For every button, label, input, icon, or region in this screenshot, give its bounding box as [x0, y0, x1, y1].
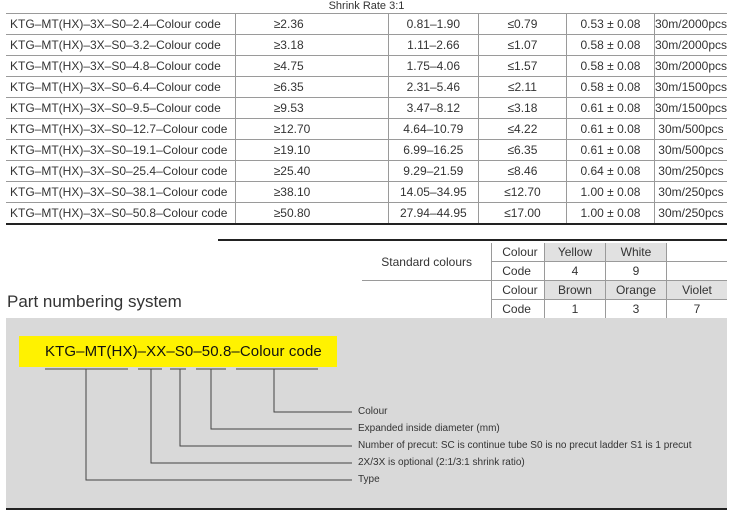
wall-thickness-cell: 0.61 ± 0.08 [566, 140, 654, 161]
part-number-cell: KTG–MT(HX)–3X–S0–38.1–Colour code [6, 182, 235, 203]
standard-colours-label: Standard colours [362, 243, 492, 281]
wall-thickness-cell: 0.58 ± 0.08 [566, 56, 654, 77]
bottom-rule [6, 508, 727, 510]
recovered-max-cell: ≤1.57 [478, 56, 566, 77]
colour-label: Colour [492, 281, 545, 300]
legend-colour: Colour [358, 406, 388, 417]
range-cell: 0.81–1.90 [388, 14, 478, 35]
part-numbering-title: Part numbering system [7, 292, 182, 311]
recovered-min-cell: ≥6.35 [235, 77, 388, 98]
packing-cell: 30m/1500pcs [654, 98, 727, 119]
recovered-min-cell: ≥4.75 [235, 56, 388, 77]
packing-cell: 30m/1500pcs [654, 77, 727, 98]
range-cell: 27.94–44.95 [388, 203, 478, 225]
range-cell: 2.31–5.46 [388, 77, 478, 98]
range-cell: 1.75–4.06 [388, 56, 478, 77]
packing-cell: 30m/2000pcs [654, 56, 727, 77]
recovered-min-cell: ≥12.70 [235, 119, 388, 140]
colour-cell: Violet [666, 281, 727, 300]
colour-cell: White [605, 243, 666, 262]
code-part-colour: –Colour code [231, 343, 322, 360]
part-number-cell: KTG–MT(HX)–3X–S0–6.4–Colour code [6, 77, 235, 98]
leader-ratio [151, 369, 352, 463]
code-part-dash: – [193, 343, 202, 360]
leader-diameter [211, 369, 352, 429]
code-part-precut: S0 [174, 343, 194, 360]
packing-cell: 30m/2000pcs [654, 14, 727, 35]
leader-precut [180, 369, 352, 446]
recovered-min-cell: ≥19.10 [235, 140, 388, 161]
wall-thickness-cell: 0.58 ± 0.08 [566, 77, 654, 98]
wall-thickness-cell: 1.00 ± 0.08 [566, 203, 654, 225]
packing-cell: 30m/250pcs [654, 161, 727, 182]
wall-thickness-cell: 0.64 ± 0.08 [566, 161, 654, 182]
code-label: Code [492, 300, 545, 319]
recovered-max-cell: ≤4.22 [478, 119, 566, 140]
recovered-max-cell: ≤3.18 [478, 98, 566, 119]
packing-cell: 30m/250pcs [654, 203, 727, 225]
code-part-type: KTG–MT(HX)– [45, 343, 147, 360]
wall-thickness-cell: 0.53 ± 0.08 [566, 14, 654, 35]
part-number-cell: KTG–MT(HX)–3X–S0–19.1–Colour code [6, 140, 235, 161]
part-number-cell: KTG–MT(HX)–3X–S0–9.5–Colour code [6, 98, 235, 119]
recovered-min-cell: ≥38.10 [235, 182, 388, 203]
code-label: Code [492, 262, 545, 281]
range-cell: 4.64–10.79 [388, 119, 478, 140]
packing-cell: 30m/250pcs [654, 182, 727, 203]
part-number-cell: KTG–MT(HX)–3X–S0–4.8–Colour code [6, 56, 235, 77]
code-cell: 4 [544, 262, 605, 281]
part-number-cell: KTG–MT(HX)–3X–S0–25.4–Colour code [6, 161, 235, 182]
part-number-cell: KTG–MT(HX)–3X–S0–2.4–Colour code [6, 14, 235, 35]
part-number-cell: KTG–MT(HX)–3X–S0–12.7–Colour code [6, 119, 235, 140]
range-cell: 9.29–21.59 [388, 161, 478, 182]
range-cell: 14.05–34.95 [388, 182, 478, 203]
recovered-min-cell: ≥50.80 [235, 203, 388, 225]
range-cell: 6.99–16.25 [388, 140, 478, 161]
colour-cell: Orange [605, 281, 666, 300]
part-number-cell: KTG–MT(HX)–3X–S0–3.2–Colour code [6, 35, 235, 56]
legend-type: Type [358, 474, 380, 485]
legend-diameter: Expanded inside diameter (mm) [358, 423, 500, 434]
wall-thickness-cell: 0.61 ± 0.08 [566, 119, 654, 140]
recovered-max-cell: ≤0.79 [478, 14, 566, 35]
colour-label: Colour [492, 243, 545, 262]
recovered-max-cell: ≤8.46 [478, 161, 566, 182]
recovered-max-cell: ≤6.35 [478, 140, 566, 161]
wall-thickness-cell: 0.61 ± 0.08 [566, 98, 654, 119]
recovered-min-cell: ≥25.40 [235, 161, 388, 182]
code-part-ratio: XX [146, 343, 167, 360]
legend-ratio: 2X/3X is optional (2:1/3:1 shrink ratio) [358, 457, 525, 468]
recovered-max-cell: ≤2.11 [478, 77, 566, 98]
colour-cell: Brown [544, 281, 605, 300]
recovered-max-cell: ≤1.07 [478, 35, 566, 56]
code-cell: 9 [605, 262, 666, 281]
colour-cell: Yellow [544, 243, 605, 262]
packing-cell: 30m/2000pcs [654, 35, 727, 56]
recovered-max-cell: ≤17.00 [478, 203, 566, 225]
recovered-max-cell: ≤12.70 [478, 182, 566, 203]
range-cell: 1.11–2.66 [388, 35, 478, 56]
range-cell: 3.47–8.12 [388, 98, 478, 119]
legend-precut: Number of precut: SC is continue tube S0 is no precut ladder S1 is 1 precut [358, 440, 692, 451]
packing-cell: 30m/500pcs [654, 119, 727, 140]
wall-thickness-cell: 0.58 ± 0.08 [566, 35, 654, 56]
code-cell: 7 [666, 300, 727, 319]
recovered-min-cell: ≥9.53 [235, 98, 388, 119]
table-caption: Shrink Rate 3:1 [328, 0, 405, 12]
recovered-min-cell: ≥3.18 [235, 35, 388, 56]
code-cell: 1 [544, 300, 605, 319]
leader-colour [274, 369, 352, 412]
recovered-min-cell: ≥2.36 [235, 14, 388, 35]
code-cell: 3 [605, 300, 666, 319]
code-part-diameter: 50.8 [201, 343, 232, 360]
packing-cell: 30m/500pcs [654, 140, 727, 161]
code-part-dash: – [166, 343, 175, 360]
wall-thickness-cell: 1.00 ± 0.08 [566, 182, 654, 203]
part-number-cell: KTG–MT(HX)–3X–S0–50.8–Colour code [6, 203, 235, 225]
